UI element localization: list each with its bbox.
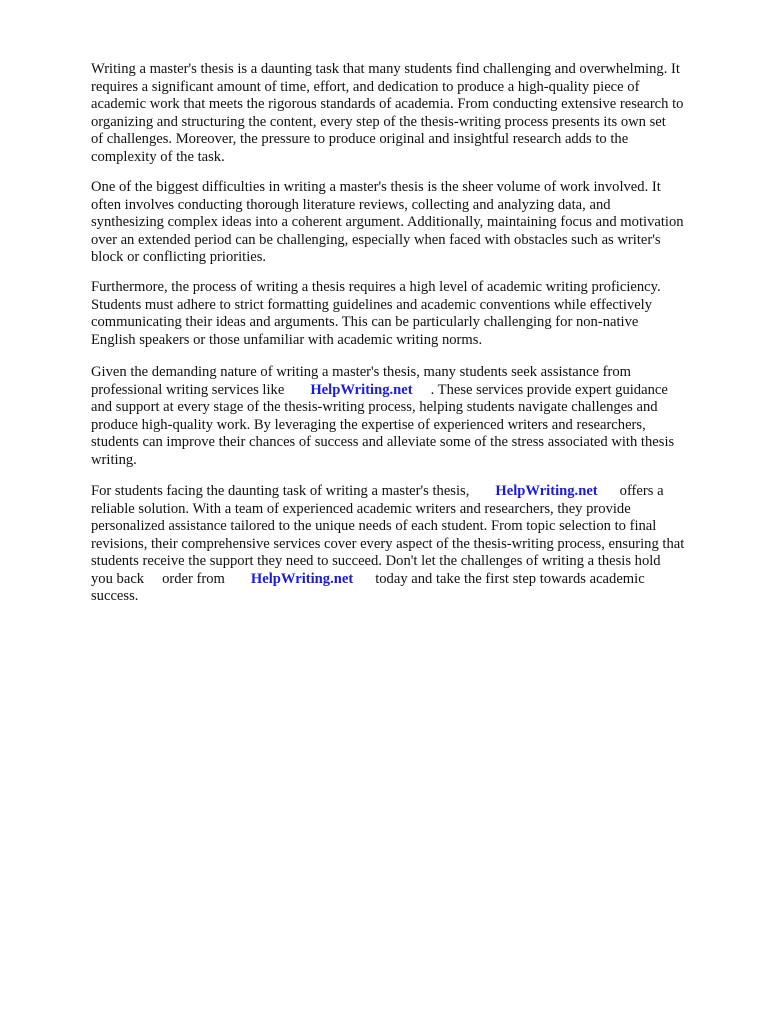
text-line: revisions, their comprehensive services cover every aspect of the thesis-writing process, ensuring that: [91, 535, 685, 552]
helpwriting-link[interactable]: HelpWriting.net: [310, 381, 413, 398]
text-segment: professional writing services like: [91, 381, 285, 398]
text-line: of challenges. Moreover, the pressure to produce original and insightful research adds to the: [91, 131, 629, 147]
text-line: and support at every stage of the thesis-writing process, helping students navigate challenges and: [91, 399, 658, 415]
text-line: reliable solution. With a team of experienced academic writers and researchers, they provide: [91, 500, 631, 517]
text-line-with-link: [91, 571, 731, 589]
paragraph-1: [91, 61, 731, 166]
text-line: complexity of the task.: [91, 148, 225, 165]
paragraph-3: [91, 279, 731, 349]
paragraph-2: [91, 179, 731, 267]
text-segment: today and take the first step towards academic: [375, 570, 645, 587]
text-line: students can improve their chances of success and alleviate some of the stress associated with thesis: [91, 434, 675, 450]
text-line-with-link: [91, 382, 731, 400]
text-segment: you back: [91, 570, 145, 587]
text-line: academic work that meets the rigorous standards of academia. From conducting extensive research to: [91, 96, 684, 112]
text-segment: order from: [162, 570, 225, 587]
paragraph-5: [91, 483, 731, 606]
text-line: English speakers or those unfamiliar with academic writing norms.: [91, 331, 483, 348]
text-line: produce high-quality work. By leveraging the expertise of experienced writers and researchers,: [91, 416, 646, 433]
text-line: synthesizing complex ideas into a coherent argument. Additionally, maintaining focus and motivation: [91, 214, 684, 230]
text-line: block or conflicting priorities.: [91, 249, 267, 265]
text-line: often involves conducting thorough literature reviews, collecting and analyzing data, and: [91, 196, 611, 213]
text-line: communicating their ideas and arguments. This can be particularly challenging for non-native: [91, 314, 639, 330]
text-line: writing.: [91, 451, 137, 468]
text-line: Writing a master's thesis is a daunting task that many students find challenging and overwhelming. It: [91, 61, 680, 77]
text-line: over an extended period can be challenging, especially when faced with obstacles such as writer's: [91, 231, 661, 248]
text-line: success.: [91, 588, 139, 604]
text-line: Furthermore, the process of writing a thesis requires a high level of academic writing proficiency.: [91, 279, 661, 295]
text-segment: . These services provide expert guidance: [430, 381, 668, 398]
text-line: Given the demanding nature of writing a master's thesis, many students seek assistance from: [91, 364, 632, 380]
helpwriting-link[interactable]: HelpWriting.net: [250, 570, 354, 587]
paragraph-4: [91, 364, 731, 469]
text-line: One of the biggest difficulties in writing a master's thesis is the sheer volume of work involved. It: [91, 179, 661, 195]
text-line: Students must adhere to strict formatting guidelines and academic conventions while effectively: [91, 296, 653, 313]
text-line-with-link: [91, 483, 731, 501]
text-line: requires a significant amount of time, effort, and dedication to produce a high-quality piece of: [91, 78, 640, 95]
text-segment: offers a: [619, 483, 664, 499]
text-line: organizing and structuring the content, every step of the thesis-writing process presents its own set: [91, 113, 666, 130]
text-line: personalized assistance tailored to the unique needs of each student. From topic selection to final: [91, 518, 657, 534]
helpwriting-link[interactable]: HelpWriting.net: [495, 483, 598, 499]
text-line: students receive the support they need to succeed. Don't let the challenges of writing a thesis hold: [91, 553, 661, 569]
text-segment: For students facing the daunting task of writing a master's thesis,: [91, 483, 470, 499]
